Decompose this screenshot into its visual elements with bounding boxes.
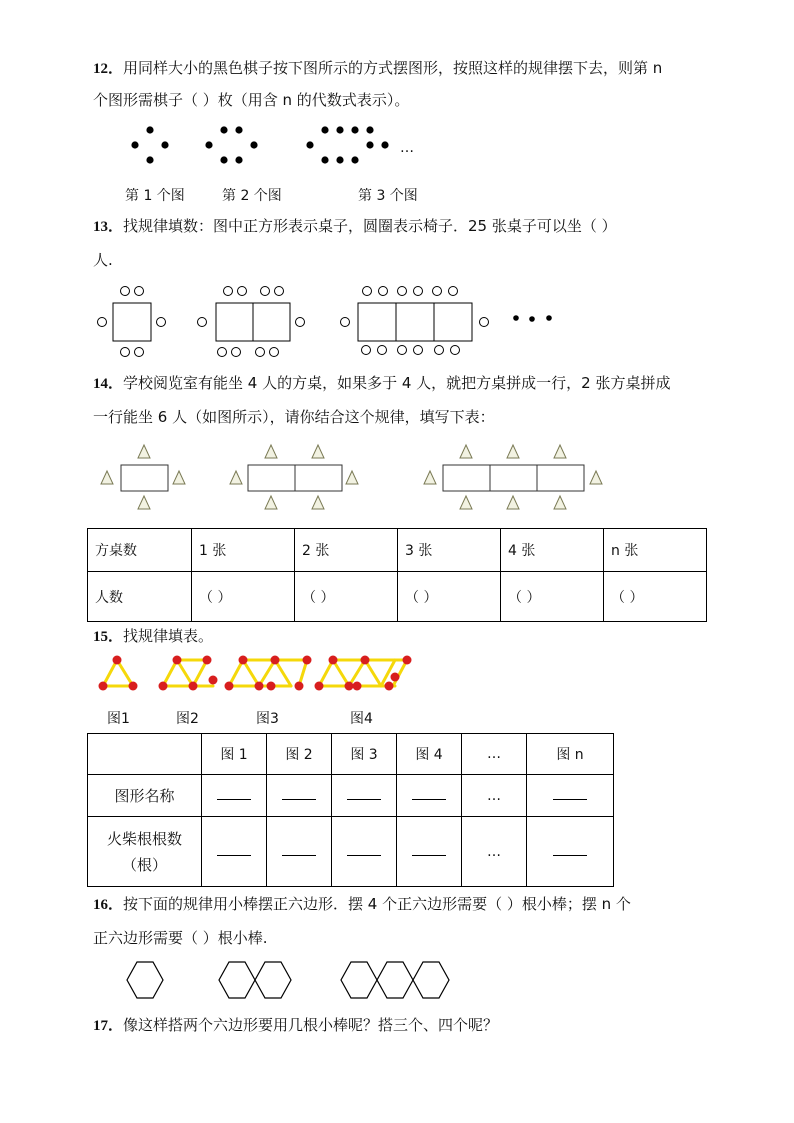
hexagon: [127, 962, 163, 998]
chair-circle: [135, 287, 144, 296]
chair-circle: [121, 348, 130, 357]
table-square: [253, 303, 290, 341]
seat-triangle: [424, 471, 436, 484]
chair-circle: [480, 318, 489, 327]
q14-number: 14．: [93, 376, 124, 392]
q14-answer-cell[interactable]: （ ）: [501, 572, 604, 622]
dot: [336, 126, 343, 133]
dot: [131, 141, 138, 148]
q15-answer-cell[interactable]: [397, 775, 462, 817]
answer-blank[interactable]: [217, 845, 251, 856]
match-head: [329, 656, 338, 665]
dot: [351, 126, 358, 133]
chair-circle: [232, 348, 241, 357]
ellipsis-dot: [529, 316, 535, 322]
q14-square-tables-figure: [100, 443, 600, 513]
table-square: [434, 303, 472, 341]
match-head: [361, 656, 370, 665]
match-head: [391, 673, 400, 682]
seat-triangle: [138, 496, 150, 509]
q16-line2: 正六边形需要（ ）根小棒.: [93, 929, 268, 947]
dot: [220, 126, 227, 133]
q15-matchstick-figures: [95, 655, 425, 700]
match-head: [203, 656, 212, 665]
chair-circle: [414, 287, 423, 296]
dot: [205, 141, 212, 148]
match-head: [353, 682, 362, 691]
answer-blank[interactable]: [347, 789, 381, 800]
dot: [250, 141, 257, 148]
q13-text-1: 找规律填数：图中正方形表示桌子，圆圈表示椅子．25 张桌子可以坐（ ）: [123, 217, 617, 235]
table-square: [216, 303, 253, 341]
chair-circle: [157, 318, 166, 327]
q12-line1: [93, 58, 662, 79]
chair-circle: [256, 348, 265, 357]
q15-cell: 图 1: [202, 734, 267, 775]
matchstick: [333, 660, 349, 686]
q14-answer-cell[interactable]: （ ）: [604, 572, 707, 622]
answer-blank[interactable]: [282, 845, 316, 856]
q15-cell: [88, 734, 202, 775]
hexagon: [377, 962, 413, 998]
chair-circle: [398, 346, 407, 355]
q15-line1: [93, 626, 213, 647]
chair-circle: [433, 287, 442, 296]
chair-circle: [238, 287, 247, 296]
dot: [220, 156, 227, 163]
q15-label-cell: [88, 817, 202, 887]
seat-triangle: [590, 471, 602, 484]
q14-answer-cell[interactable]: （ ）: [295, 572, 398, 622]
seat-triangle: [460, 496, 472, 509]
q12-number: 12．: [93, 61, 124, 77]
square-table: [443, 465, 490, 491]
dot: [366, 141, 373, 148]
q15-answer-cell[interactable]: [397, 817, 462, 887]
dot: [161, 141, 168, 148]
q15-caption-4: 图4: [350, 711, 373, 727]
chair-circle: [449, 287, 458, 296]
match-head: [295, 682, 304, 691]
q12-line2: 个图形需棋子（ ）枚（用含 n 的代数式表示）。: [93, 91, 410, 109]
match-head: [113, 656, 122, 665]
match-head: [159, 682, 168, 691]
matchstick: [177, 660, 193, 686]
answer-blank[interactable]: [282, 789, 316, 800]
chair-circle: [224, 287, 233, 296]
match-head: [239, 656, 248, 665]
match-head: [315, 682, 324, 691]
match-head: [189, 682, 198, 691]
seat-triangle: [346, 471, 358, 484]
chair-circle: [198, 318, 207, 327]
q15-fill-table: [87, 733, 614, 887]
match-head: [345, 682, 354, 691]
q15-cell: 图 2: [267, 734, 332, 775]
match-head: [255, 682, 264, 691]
matchstick: [243, 660, 259, 686]
hexagon: [413, 962, 449, 998]
q15-text-1: 找规律填表。: [123, 627, 214, 645]
q15-cell: …: [462, 817, 527, 887]
q14-line1: [93, 373, 671, 394]
q15-row-label-b: （根）: [121, 855, 167, 874]
q13-line2: 人.: [93, 251, 113, 269]
q15-caption-1: 图1: [107, 711, 130, 727]
q13-line1: [93, 216, 617, 237]
chair-circle: [363, 287, 372, 296]
chair-circle: [362, 346, 371, 355]
q15-answer-cell[interactable]: [527, 817, 614, 887]
q15-answer-cell[interactable]: [332, 817, 397, 887]
q15-answer-cell[interactable]: [267, 817, 332, 887]
match-head: [267, 682, 276, 691]
q15-row-label-a: 火柴根根数: [106, 829, 182, 848]
q15-caption-3: 图3: [256, 711, 279, 727]
q14-cell: n 张: [604, 529, 707, 572]
answer-blank[interactable]: [553, 789, 587, 800]
q14-row-people: [88, 572, 707, 622]
q12-dot-figures: [125, 125, 425, 165]
match-head: [99, 682, 108, 691]
q13-table-chairs-figure: [95, 283, 565, 363]
chair-circle: [296, 318, 305, 327]
q14-answer-cell[interactable]: （ ）: [192, 572, 295, 622]
match-head: [385, 682, 394, 691]
q15-caption-2: 图2: [176, 711, 199, 727]
chair-circle: [218, 348, 227, 357]
chair-circle: [341, 318, 350, 327]
dot: [235, 156, 242, 163]
answer-blank[interactable]: [412, 845, 446, 856]
table-square: [358, 303, 396, 341]
table-square: [396, 303, 434, 341]
chair-circle: [435, 346, 444, 355]
q14-cell: 2 张: [295, 529, 398, 572]
q15-cell: 图 4: [397, 734, 462, 775]
seat-triangle: [173, 471, 185, 484]
q15-cell: 图 n: [527, 734, 614, 775]
seat-triangle: [554, 445, 566, 458]
q17-number: 17．: [93, 1018, 124, 1034]
q15-answer-cell[interactable]: [202, 817, 267, 887]
q15-answer-cell[interactable]: [267, 775, 332, 817]
q12-ellipsis: …: [400, 140, 414, 156]
q14-row-tables: [88, 529, 707, 572]
q15-name-row: [88, 775, 614, 817]
q14-cell: 人数: [88, 572, 192, 622]
q15-count-row: [88, 817, 614, 887]
dot: [235, 126, 242, 133]
q14-text-1: 学校阅览室有能坐 4 人的方桌，如果多于 4 人，就把方桌拼成一行，2 张方桌拼成: [123, 374, 671, 392]
q14-cell: 3 张: [398, 529, 501, 572]
square-table: [537, 465, 584, 491]
matchstick: [365, 660, 381, 686]
q15-cell: …: [462, 775, 527, 817]
q15-number: 15．: [93, 629, 124, 645]
q12-text-1: 用同样大小的黑色棋子按下图所示的方式摆图形，按照这样的规律摆下去，则第 n: [123, 59, 663, 77]
q14-fill-table: [87, 528, 707, 622]
matchstick: [117, 660, 133, 686]
table-square: [113, 303, 151, 341]
chair-circle: [379, 287, 388, 296]
chair-circle: [270, 348, 279, 357]
seat-triangle: [265, 496, 277, 509]
seat-triangle: [507, 496, 519, 509]
q16-line1: [93, 894, 631, 915]
chair-circle: [98, 318, 107, 327]
seat-triangle: [507, 445, 519, 458]
dot: [366, 126, 373, 133]
match-head: [271, 656, 280, 665]
q12-caption-1: 第 1 个图: [125, 188, 185, 204]
chair-circle: [414, 346, 423, 355]
hexagon: [219, 962, 255, 998]
match-head: [303, 656, 312, 665]
square-table: [248, 465, 295, 491]
chair-circle: [275, 287, 284, 296]
match-head: [403, 656, 412, 665]
match-head: [173, 656, 182, 665]
matchstick: [275, 660, 291, 686]
match-head: [225, 682, 234, 691]
seat-triangle: [230, 471, 242, 484]
q14-cell: 1 张: [192, 529, 295, 572]
chair-circle: [451, 346, 460, 355]
q17-text-1: 像这样搭两个六边形要用几根小棒呢？搭三个、四个呢？: [123, 1016, 499, 1034]
seat-triangle: [138, 445, 150, 458]
match-head: [209, 676, 218, 685]
chair-circle: [398, 287, 407, 296]
dot: [146, 126, 153, 133]
ellipsis-dot: [546, 315, 552, 321]
hexagon: [255, 962, 291, 998]
seat-triangle: [460, 445, 472, 458]
match-head: [129, 682, 138, 691]
square-table: [295, 465, 342, 491]
seat-triangle: [312, 496, 324, 509]
seat-triangle: [554, 496, 566, 509]
dot: [306, 141, 313, 148]
answer-blank[interactable]: [217, 789, 251, 800]
seat-triangle: [312, 445, 324, 458]
chair-circle: [261, 287, 270, 296]
dot: [336, 156, 343, 163]
q14-cell: 4 张: [501, 529, 604, 572]
q15-cell: 图 3: [332, 734, 397, 775]
q14-answer-cell[interactable]: （ ）: [398, 572, 501, 622]
q13-number: 13．: [93, 219, 124, 235]
q15-cell: 图形名称: [88, 775, 202, 817]
q16-hexagon-figures: [125, 960, 465, 1005]
chair-circle: [121, 287, 130, 296]
seat-triangle: [101, 471, 113, 484]
q17-line1: [93, 1015, 498, 1036]
answer-blank[interactable]: [553, 845, 587, 856]
square-table: [121, 465, 168, 491]
dot: [321, 126, 328, 133]
q15-header-row: [88, 734, 614, 775]
dot: [146, 156, 153, 163]
chair-circle: [378, 346, 387, 355]
answer-blank[interactable]: [347, 845, 381, 856]
ellipsis-dot: [513, 315, 519, 321]
hexagon: [341, 962, 377, 998]
q14-cell: 方桌数: [88, 529, 192, 572]
chair-circle: [135, 348, 144, 357]
q15-answer-cell[interactable]: [527, 775, 614, 817]
answer-blank[interactable]: [412, 789, 446, 800]
seat-triangle: [265, 445, 277, 458]
dot: [321, 156, 328, 163]
q12-caption-2: 第 2 个图: [222, 188, 282, 204]
q16-number: 16．: [93, 897, 124, 913]
q12-caption-3: 第 3 个图: [358, 188, 418, 204]
dot: [381, 141, 388, 148]
square-table: [490, 465, 537, 491]
q14-line2: 一行能坐 6 人（如图所示），请你结合这个规律，填写下表：: [93, 408, 495, 426]
q15-cell: …: [462, 734, 527, 775]
dot: [351, 156, 358, 163]
q15-answer-cell[interactable]: [202, 775, 267, 817]
q15-answer-cell[interactable]: [332, 775, 397, 817]
q16-text-1: 按下面的规律用小棒摆正六边形．摆 4 个正六边形需要（ ）根小棒；摆 n 个: [123, 895, 631, 913]
